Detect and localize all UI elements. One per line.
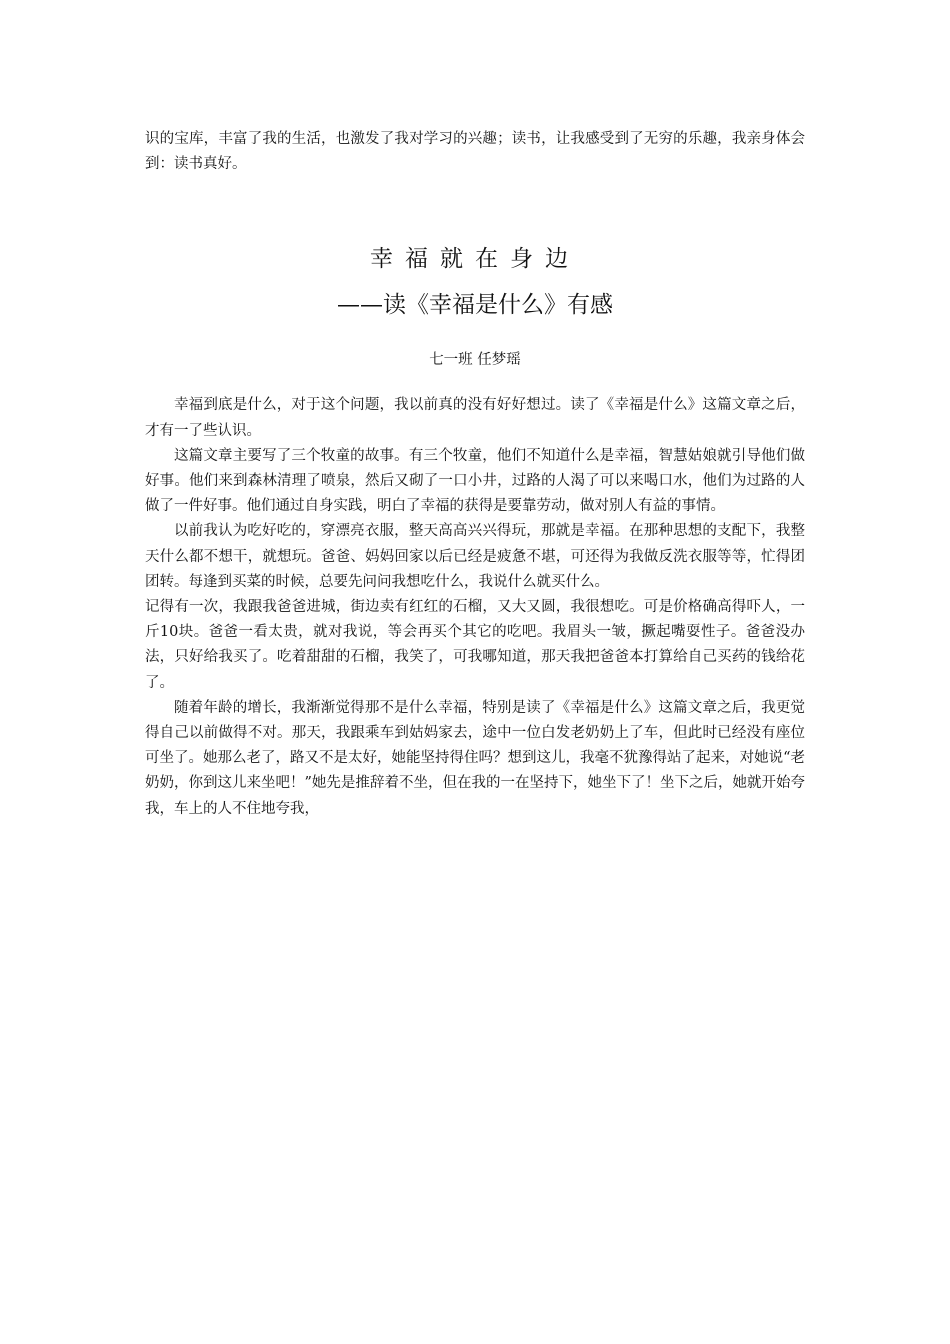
essay-paragraph: 以前我认为吃好吃的，穿漂亮衣服，整天高高兴兴得玩，那就是幸福。在那种思想的支配下，我整天什么都不想干，就想玩。爸爸、妈妈回家以后已经是疲惫不堪，可还得为我做反洗衣服等等，忙得团团转。每逢到买菜的时候，总要先问问我想吃什么，我说什么就买什么。 [145,523,805,590]
continuation-paragraph: 识的宝库，丰富了我的生活，也激发了我对学习的兴趣；读书，让我感受到了无穷的乐趣，我亲身体会到：读书真好。 [145,131,805,173]
essay-subtitle: ——读《幸福是什么》有感 [337,292,613,319]
essay-author: 七一班 任梦瑶 [429,352,521,369]
essay-heading [145,244,805,370]
essay-paragraph: 记得有一次，我跟我爸爸进城，街边卖有红红的石榴，又大又圆，我很想吃。可是价格确高得吓人，一斤10块。爸爸一看太贵，就对我说，等会再买个其它的吃吧。我眉头一皱，撅起嘴耍性子。爸爸没办法，只好给我买了。吃着甜甜的石榴，我笑了，可我哪知道，那天我把爸爸本打算给自己买药的钱给花了。 [145,599,805,691]
essay-paragraph: 随着年龄的增长，我渐渐觉得那不是什么幸福，特别是读了《幸福是什么》这篇文章之后，我更觉得自己以前做得不对。那天，我跟乘车到姑妈家去，途中一位白发老奶奶上了车，但此时已经没有座位可坐了。她那么老了，路又不是太好，她能坚持得住吗？想到这儿，我毫不犹豫得站了起来，对她说“老奶奶，你到这儿来坐吧！”她先是推辞着不坐，但在我的一在坚持下，她坐下了！坐下之后，她就开始夸我，车上的人不住地夸我， [145,699,805,817]
essay-paragraph: 这篇文章主要写了三个牧童的故事。有三个牧童，他们不知道什么是幸福，智慧姑娘就引导他们做好事。他们来到森林清理了喷泉，然后又砌了一口小井，过路的人渴了可以来喝口水，他们为过路的人做了一件好事。他们通过自身实践，明白了幸福的获得是要靠劳动，做对别人有益的事情。 [145,447,805,515]
essay-paragraph: 幸福到底是什么，对于这个问题，我以前真的没有好好想过。读了《幸福是什么》这篇文章之后，才有一了些认识。 [145,397,805,439]
page-content [145,127,805,822]
essay-body [145,393,805,821]
essay-title: 幸福就在身边 [370,246,580,273]
